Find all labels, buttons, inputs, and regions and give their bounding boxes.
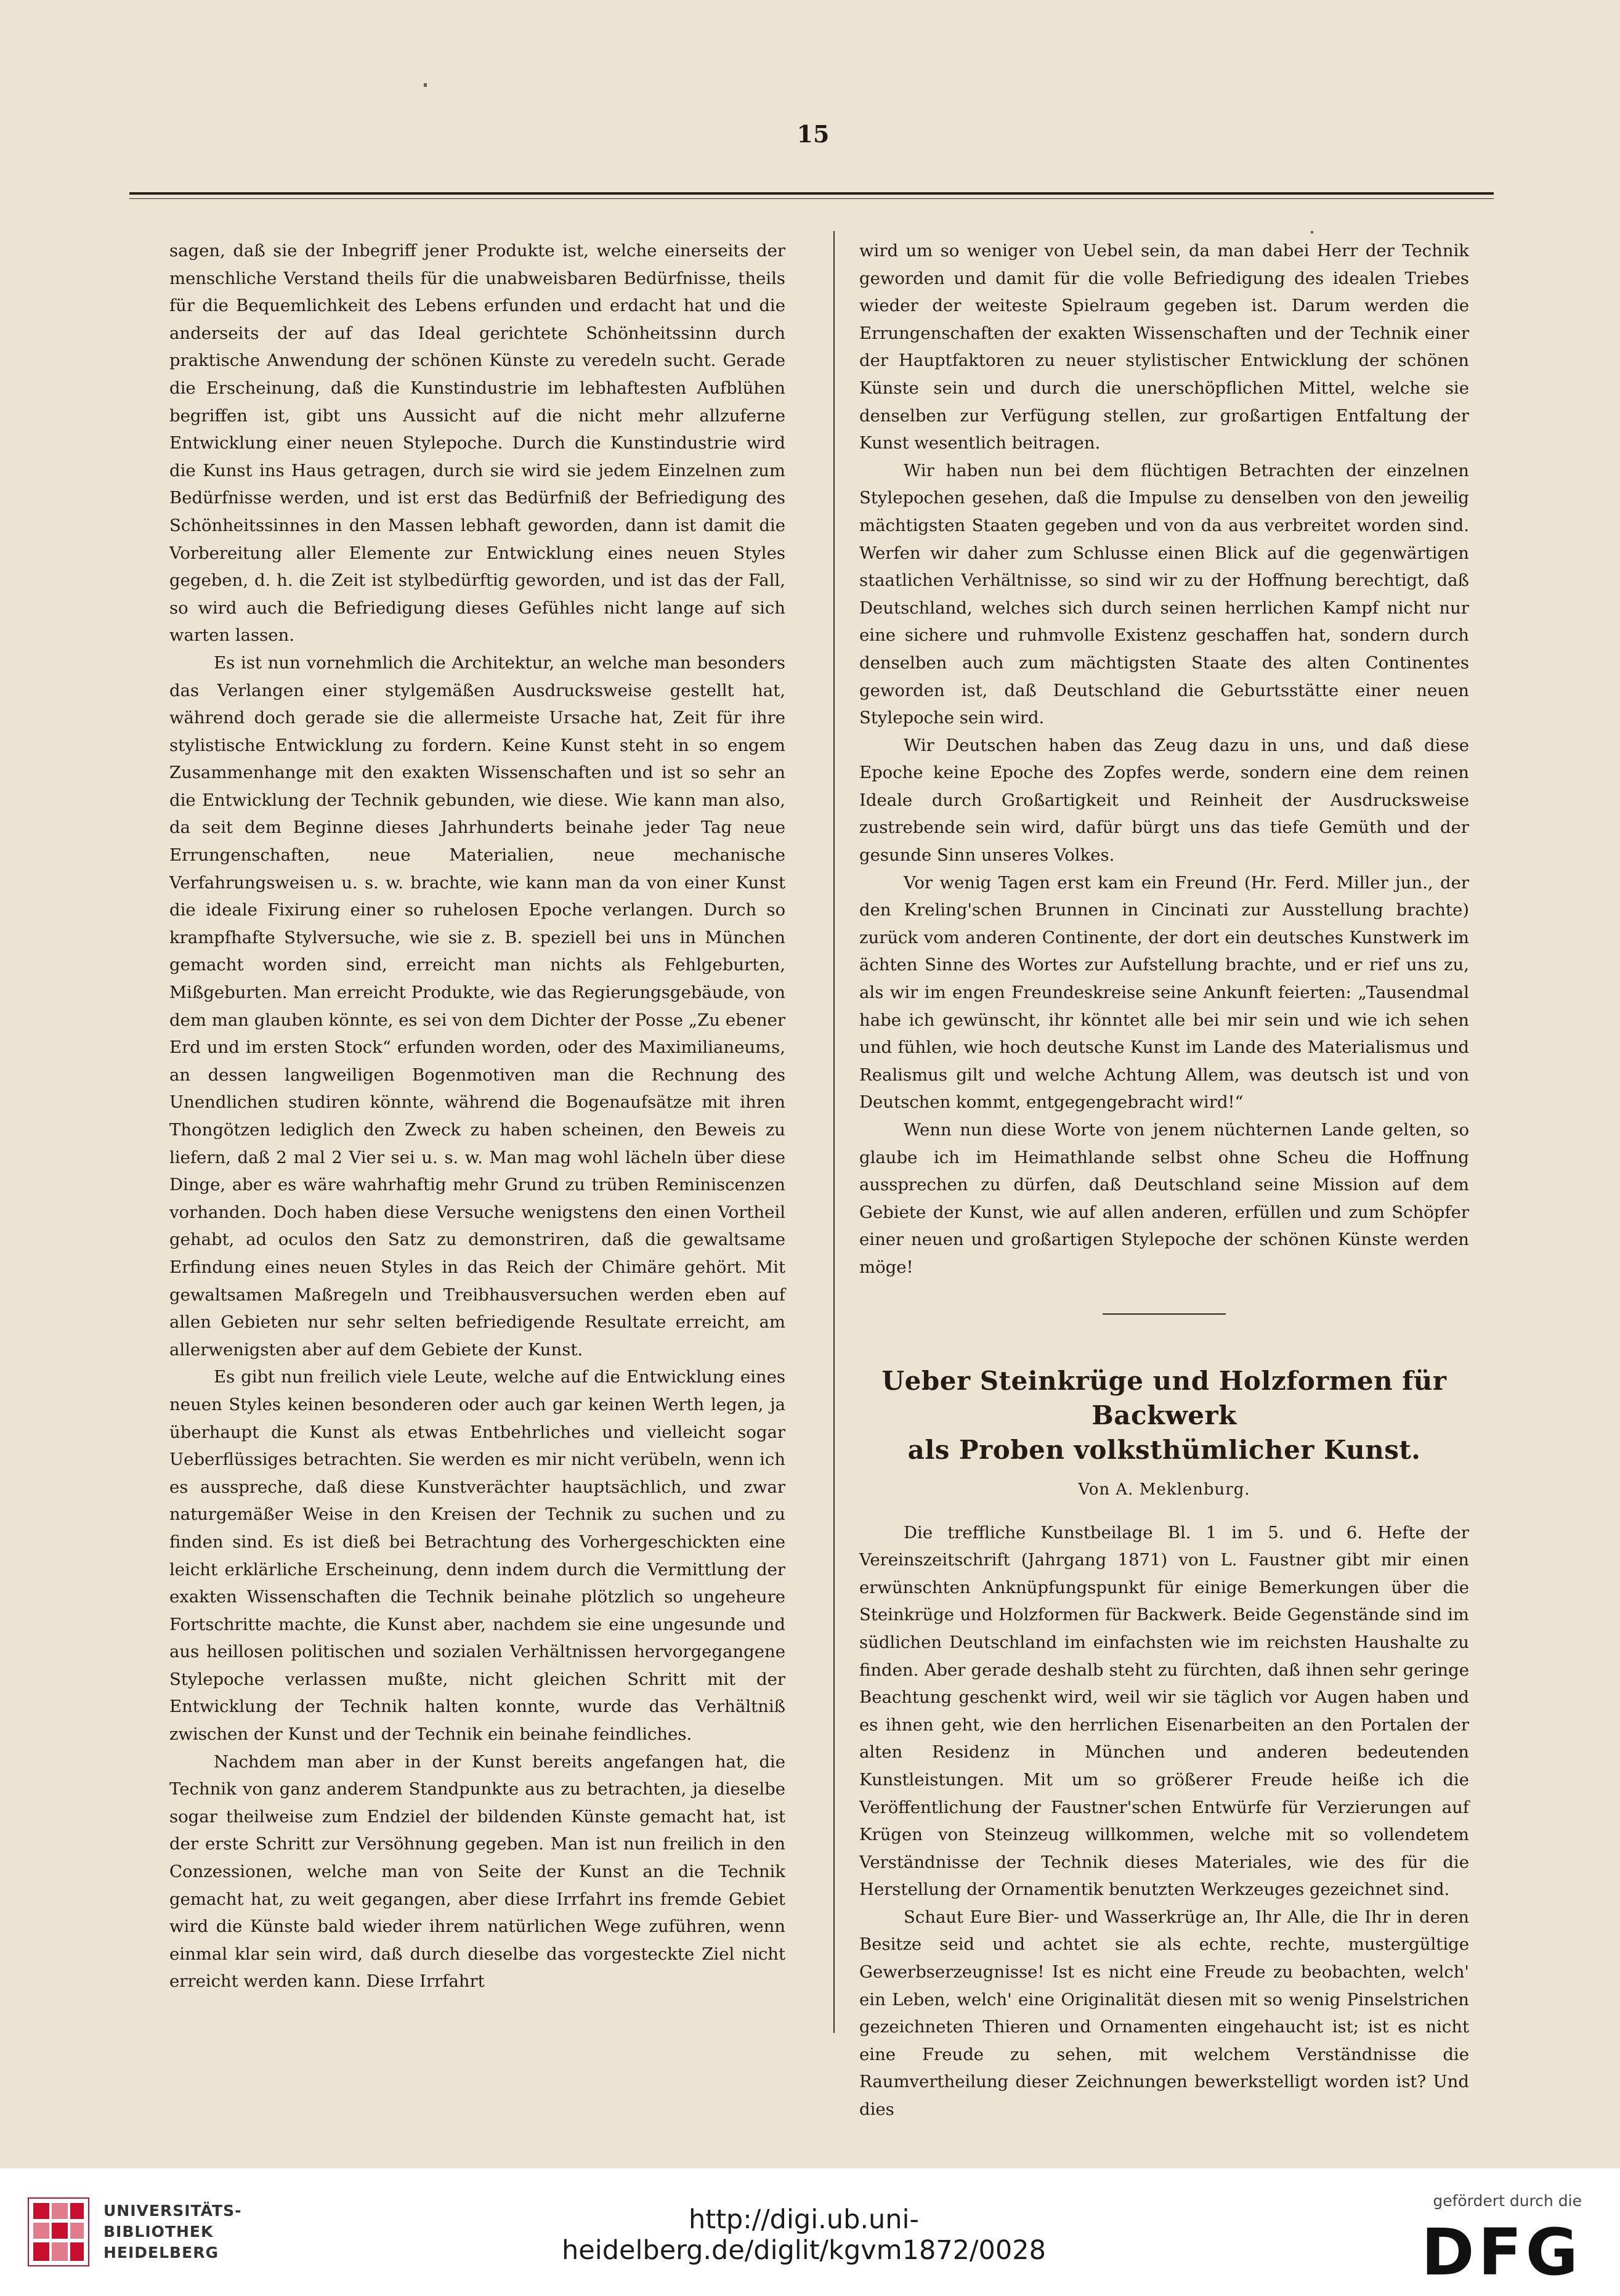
paragraph: Schaut Eure Bier- und Wasserkrüge an, Ihr Alle, die Ihr in deren Besitze seid und achtet sie als echte, rechte, mustergültige Gewerbserzeugnisse! Ist es nicht eine Freude zu beobachten, welch' ein Leben, welch' eine Originalität diesen mit so wenig Pinselstrichen gezeichneten Thieren und Ornamenten eingehaucht ist; ist es nicht eine Freude zu sehen, mit welchem Verständnisse die Raumvertheilung dieser Zeichnungen bewerkstelligt worden ist? Und dies [859,1907,1469,2120]
paragraph: Wir haben nun bei dem flüchtigen Betrachten der einzelnen Stylepochen gesehen, daß die Impulse zu denselben von den jeweilig mächtigsten Staaten gegeben und von da aus verbreitet worden sind. Werfen wir daher zum Schlusse einen Blick auf die gegenwärtigen staatlichen Verhältnisse, so sind wir zu der Hoffnung berechtigt, daß Deutschland, welches sich durch seinen herrlichen Kampf nicht nur eine sichere und ruhmvolle Existenz geschaffen hat, sondern durch denselben auch zum mächtigsten Staate des alten Continentes geworden ist, daß Deutschland die Geburtsstätte einer neuen Stylepoche sein wird. [859,460,1469,728]
article-title-line: als Proben volksthümlicher Kunst. [907,1434,1421,1465]
paragraph: Es ist nun vornehmlich die Architektur, an welche man besonders das Verlangen einer stylgemäßen Ausdrucksweise gestellt hat, während doch gerade sie die allermeiste Ursache hat, Zeit für ihre stylistische Entwicklung zu fordern. Keine Kunst steht in so engem Zusammenhange mit den exakten Wissenschaften und ist so sehr an die Entwicklung der Technik gebunden, wie diese. Wie kann man also, da seit dem Beginne dieses Jahrhunderts beinahe jeder Tag neue Errungenschaften, neue Materialien, neue mechanische Verfahrungsweisen u. s. w. brachte, wie kann man da von einer Kunst die ideale Fixirung einer so ruhelosen Epoche verlangen. Durch so krampfhafte Stylversuche, wie sie z. B. speziell bei uns in München gemacht worden sind, erreicht man nichts als Fehlgeburten, Mißgeburten. Man erreicht Produkte, wie das Regierungsgebäude, von dem man glauben könnte, es sei von dem Dichter der Posse „Zu ebener Erd und im ersten Stock“ erfunden worden, oder des Maximilianeums, an dessen langweiligen Bogenmotiven man die Rechnung des Unendlichen studiren könnte, während die Bogenaufsätze mit ihren Thongötzen lediglich den Zweck zu haben scheinen, den Beweis zu liefern, daß 2 mal 2 Vier sei u. s. w. Man mag wohl lächeln über diese Dinge, aber es wäre wahrhaftig mehr Grund zu trüben Reminiscenzen vorhanden. Doch haben diese Versuche wenigstens den einen Vortheil gehabt, ad oculos den Satz zu demonstriren, daß die gewaltsame Erfindung eines neuen Styles in das Reich der Chimäre gehört. Mit gewaltsamen Maßregeln und Treibhausversuchen werden eben auf allen Gebieten nur sehr selten befriedigende Resultate erreicht, am allerwenigsten aber auf dem Gebiete der Kunst. [169,652,785,1360]
ub-heidelberg-logo-icon[interactable] [25,2194,92,2270]
paragraph: Es gibt nun freilich viele Leute, welche auf die Entwicklung eines neuen Styles keinen besonderen oder auch gar keinen Werth legen, ja überhaupt die Kunst als etwas Entbehrliches und vielleicht sogar Ueberflüssiges betrachten. Sie werden es mir nicht verübeln, wenn ich es ausspreche, daß diese Kunstverächter hauptsächlich, und zwar naturgemäßer Weise in den Kreisen der Technik zu suchen und zu finden sind. Es ist dieß bei Betrachtung des Vorhergeschickten eine leicht erklärliche Erscheinung, denn indem durch die Vermittlung der exakten Wissenschaften die Technik beinahe plötzlich so ungeheure Fortschritte machte, die Kunst aber, nachdem sie eine ungesunde und aus heillosen politischen und sozialen Verhältnissen hervorgegangene Stylepoche verlassen mußte, nicht gleichen Schritt mit der Entwicklung der Technik halten konnte, wurde das Verhältniß zwischen der Kunst und der Technik ein beinahe feindliches. [169,1367,785,1745]
paragraph: Wenn nun diese Worte von jenem nüchternen Lande gelten, so glaube ich im Heimathlande selbst ohne Scheu die Hoffnung aussprechen zu dürfen, daß Deutschland seine Mission auf dem Gebiete der Kunst, wie auf allen anderen, erfüllen und zum Schöpfer einer neuen und großartigen Stylepoche der schönen Künste werden möge! [859,1120,1469,1277]
library-name-line: HEIDELBERG [103,2244,219,2262]
paragraph: sagen, daß sie der Inbegriff jener Produkte ist, welche einerseits der menschliche Verstand theils für die unabweisbaren Bedürfnisse, theils für die Bequemlichkeit des Lebens erfunden und erdacht hat und die anderseits der auf das Ideal gerichtete Schönheitssinn durch praktische Anwendung der schönen Künste zu veredeln sucht. Gerade die Erscheinung, daß die Kunstindustrie im lebhaftesten Aufblühen begriffen ist, gibt uns Aussicht auf die nicht mehr allzuferne Entwicklung einer neuen Stylepoche. Durch die Kunstindustrie wird die Kunst ins Haus getragen, durch sie wird sie jedem Einzelnen zum Bedürfnisse werden, und ist erst das Bedürfniß der Befriedigung des Schönheitssinnes in den Massen lebhaft geworden, dann ist damit die Vorbereitung aller Elemente zur Entwicklung eines neuen Styles gegeben, d. h. die Zeit ist stylbedürftig geworden, und ist das der Fall, so wird auch die Befriedigung dieses Gefühles nicht lange auf sich warten lassen. [169,241,785,646]
library-name-line: UNIVERSITÄTS- [103,2202,242,2220]
digitization-footer [0,2168,1620,2296]
article-title-line: Ueber Steinkrüge und Holzformen für Backwerk [881,1365,1447,1430]
scan-speck [424,83,427,87]
page-number: 15 [796,120,830,148]
article-byline: Von A. Meklenburg. [1078,1480,1250,1499]
article-title [859,1364,1469,1467]
scan-speck [1311,231,1313,233]
left-column [169,237,785,1995]
header-rule-thick [129,192,1494,195]
column-divider [833,231,835,2033]
dfg-logo-icon[interactable]: DFG [1421,2215,1582,2290]
right-column [859,237,1469,2124]
permalink-url[interactable]: http://digi.ub.uni-heidelberg.de/diglit/kgvm1872/0028 [562,2204,1046,2266]
library-name [103,2201,241,2263]
header-rule-thin [129,198,1494,199]
section-separator [1103,1313,1226,1315]
library-name-line: BIBLIOTHEK [103,2223,214,2241]
paragraph: Wir Deutschen haben das Zeug dazu in uns, und daß diese Epoche keine Epoche des Zopfes werde, sondern eine dem reinen Ideale durch Großartigkeit und Reinheit der Ausdrucksweise zustrebende sein wird, dafür bürgt uns das tiefe Gemüth und der gesunde Sinn unseres Volkes. [859,735,1469,866]
paragraph: wird um so weniger von Uebel sein, da man dabei Herr der Technik geworden und damit für die volle Befriedigung des idealen Triebes wieder der weiteste Spielraum gegeben ist. Darum werden die Errungenschaften der exakten Wissenschaften und der Technik einer der Hauptfaktoren zu neuer stylistischer Entwicklung der schönen Künste sein und durch die unerschöpflichen Mittel, welche sie denselben zur Verfügung stellen, zur großartigen Entfaltung der Kunst wesentlich beitragen. [859,241,1469,453]
paragraph: Die treffliche Kunstbeilage Bl. 1 im 5. und 6. Hefte der Vereinszeitschrift (Jahrgang 1871) von L. Faustner gibt mir einen erwünschten Anknüpfungspunkt für einige Bemerkungen über die Steinkrüge und Holzformen für Backwerk. Beide Gegenstände sind im südlichen Deutschland im einfachsten wie im reichsten Haushalte zu finden. Aber gerade deshalb steht zu fürchten, daß ihnen sehr geringe Beachtung geschenkt wird, weil wir sie täglich vor Augen haben und es ihnen geht, wie den herrlichen Eisenarbeiten an den Portalen der alten Residenz in München und anderen bedeutenden Kunstleistungen. Mit um so größerer Freude heiße ich die Veröffentlichung der Faustner'schen Entwürfe für Verzierungen auf Krügen von Steinzeug willkommen, welche mit so vollendetem Verständnisse der Technik dieses Materiales, wie des für die Herstellung der Ornamentik benutzten Werkzeuges gezeichnet sind. [859,1522,1469,1900]
paragraph: Nachdem man aber in der Kunst bereits angefangen hat, die Technik von ganz anderem Standpunkte aus zu betrachten, ja dieselbe sogar theilweise zum Endziel der bildenden Künste gemacht hat, ist der erste Schritt zur Versöhnung gegeben. Man ist nun freilich in den Conzessionen, welche man von Seite der Kunst an die Technik gemacht hat, zu weit gegangen, aber diese Irrfahrt ins fremde Gebiet wird die Künste bald wieder ihrem natürlichen Wege zuführen, wenn einmal klar sein wird, daß durch dieselbe das vorgesteckte Ziel nicht erreicht werden kann. Diese Irrfahrt [169,1751,785,1992]
paragraph: Vor wenig Tagen erst kam ein Freund (Hr. Ferd. Miller jun., der den Kreling'schen Brunnen in Cincinati zur Ausstellung brachte) zurück vom anderen Continente, der dort ein deutsches Kunstwerk im ächten Sinne des Wortes zur Aufstellung brachte, und er rief uns zu, als wir im engen Freundeskreise seine Ankunft feierten: „Tausendmal habe ich gewünscht, ihr könntet alle bei mir sein und wie ich sehen und fühlen, wie hoch deutsche Kunst im Lande des Materialismus und Realismus gilt und welche Achtung Allem, was deutsch ist und von Deutschen kommt, entgegengebracht wird!“ [859,872,1469,1113]
funding-caption: gefördert durch die [1433,2192,1582,2210]
